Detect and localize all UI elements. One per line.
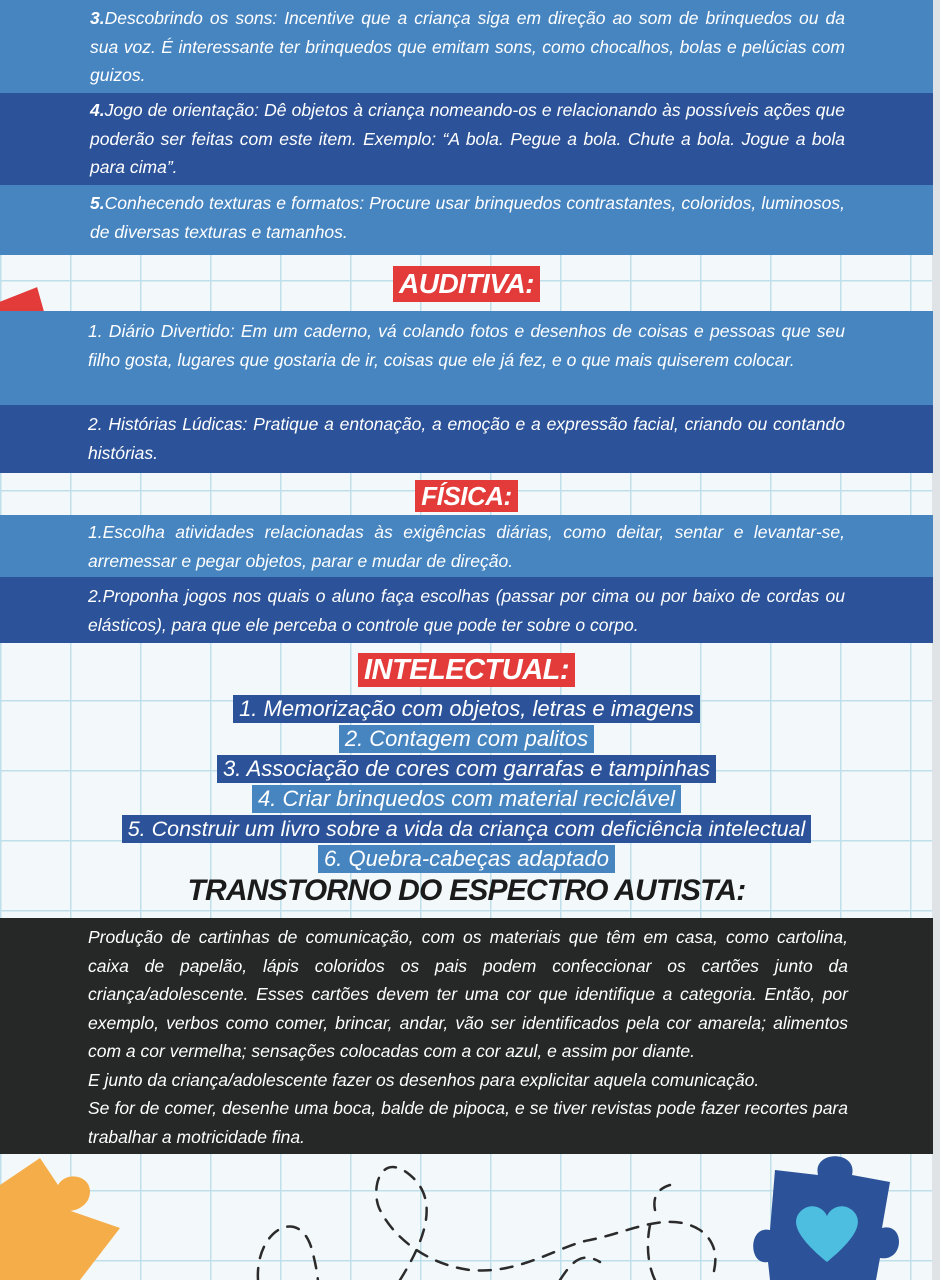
tea-paragraph: E junto da criança/adolescente fazer os desenhos para explicitar aquela comunicação. [88, 1069, 760, 1090]
intelectual-list [0, 695, 933, 875]
intelectual-item: 4. Criar brinquedos com material reciclável [252, 785, 681, 813]
intelectual-item: 1. Memorização com objetos, letras e imagens [233, 695, 700, 723]
intelectual-item: 6. Quebra-cabeças adaptado [318, 845, 615, 873]
intelectual-item: 5. Construir um livro sobre a vida da criança com deficiência intelectual [122, 815, 812, 843]
tea-heading: TRANSTORNO DO ESPECTRO AUTISTA: [187, 874, 746, 907]
fisica-item-1: 1.Escolha atividades relacionadas às exigências diárias, como deitar, sentar e levantar-se, arremessar e pegar objetos, parar e mudar de direção. [0, 515, 933, 577]
intelectual-heading: INTELECTUAL: [0, 653, 933, 687]
visual-item-3: 3.Descobrindo os sons: Incentive que a criança siga em direção ao som de brinquedos ou da sua voz. É interessante ter brinquedos que emitam sons, como chocalhos, bolas e pelúcias com guizos. [0, 0, 933, 93]
tea-paragraph: Se for de comer, desenhe uma boca, balde de pipoca, e se tiver revistas pode fazer recortes para trabalhar a motricidade fina. [88, 1098, 848, 1147]
auditiva-item-1: 1. Diário Divertido: Em um caderno, vá colando fotos e desenhos de coisas e pessoas que seu filho gosta, lugares que gostaria de ir, coisas que ele já fez, e o que mais quiserem colocar. [0, 311, 933, 405]
auditiva-item-2: 2. Histórias Lúdicas: Pratique a entonação, a emoção e a expressão facial, criando ou contando histórias. [0, 405, 933, 473]
visual-item-5: 5.Conhecendo texturas e formatos: Procure usar brinquedos contrastantes, coloridos, luminosos, de diversas texturas e tamanhos. [0, 185, 933, 255]
fisica-item-2: 2.Proponha jogos nos quais o aluno faça escolhas (passar por cima ou por baixo de cordas ou elásticos), para que ele perceba o controle que pode ter sobre o corpo. [0, 577, 933, 643]
visual-item-4: 4.Jogo de orientação: Dê objetos à criança nomeando-os e relacionando às possíveis ações que poderão ser feitas com este item. Exemplo: “A bola. Pegue a bola. Chute a bola. Jogue a bola para cima”. [0, 93, 933, 185]
intelectual-item: 3. Associação de cores com garrafas e tampinhas [217, 755, 716, 783]
blue-puzzle-heart-icon [753, 1156, 899, 1280]
orange-puzzle-piece-icon [0, 1158, 120, 1280]
fisica-heading: FÍSICA: [0, 480, 933, 512]
tea-text-block [0, 918, 933, 1154]
tea-paragraph: Produção de cartinhas de comunicação, com os materiais que têm em casa, como cartolina, caixa de papelão, lápis coloridos os pais podem confeccionar os cartões junto da criança/adolescente. Esses cartões devem ter uma cor que identifique a categoria. Então, por exemplo, verbos como comer, brincar, andar, vão ser identificados pela cor amarela; alimentos com a cor vermelha; sensações colocadas com a cor azul, e assim por diante. [88, 927, 848, 1061]
intelectual-item: 2. Contagem com palitos [339, 725, 594, 753]
dashed-path-decoration [258, 1167, 716, 1280]
auditiva-heading: AUDITIVA: [0, 266, 933, 302]
